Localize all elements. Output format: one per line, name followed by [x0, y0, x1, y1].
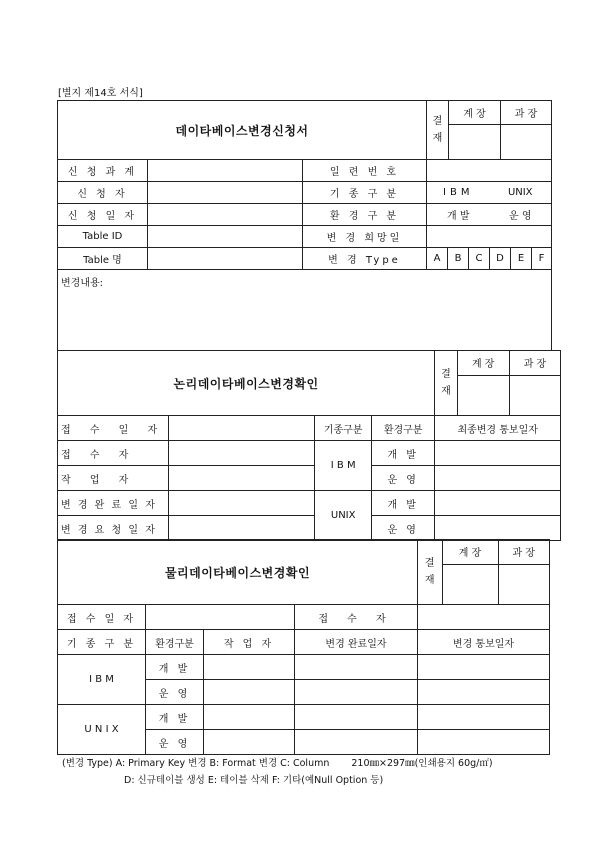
logical-unix-ops-label: 운 영 — [372, 516, 435, 541]
phys-unix-dev-worker[interactable] — [204, 705, 295, 730]
req-date-label: 변 경 요 청 일 자 — [58, 516, 169, 541]
worker-label: 작 업 자 — [58, 466, 169, 491]
table-name-field[interactable] — [148, 248, 303, 270]
request-dept-label: 신 청 과 계 — [58, 160, 148, 182]
logical-unix-dev-label: 개 발 — [372, 491, 435, 516]
logical-ibm-label: I B M — [315, 441, 372, 491]
phys-receipt-date-label: 접 수 일 자 — [58, 605, 146, 630]
physical-approval-manager-label: 과 장 — [498, 540, 549, 564]
table-id-label: Table ID — [58, 226, 148, 248]
phys-receipt-date-field[interactable] — [146, 605, 295, 630]
request-form-title: 데이타베이스변경신청서 — [58, 101, 427, 160]
phys-unix-ops-worker[interactable] — [204, 730, 295, 755]
change-type-b[interactable]: B — [448, 248, 469, 270]
table-name-label: Table 명 — [58, 248, 148, 270]
logical-unix-dev-date[interactable] — [435, 491, 561, 516]
phys-unix-label: U N I X — [58, 705, 146, 755]
change-type-notes — [62, 755, 493, 789]
phys-unix-dev-done[interactable] — [295, 705, 418, 730]
physical-confirm-table — [57, 539, 550, 755]
desired-date-field[interactable] — [427, 226, 552, 248]
receiver-label: 접 수 자 — [58, 441, 169, 466]
logical-ibm-ops-label: 운 영 — [372, 466, 435, 491]
request-info-table — [57, 159, 552, 351]
req-date-field[interactable] — [169, 516, 315, 541]
env-ops-option[interactable]: 운 영 — [490, 204, 552, 226]
physical-approval-manager-sign[interactable] — [498, 564, 549, 604]
change-type-d[interactable]: D — [490, 248, 511, 270]
phys-ibm-ops-notice[interactable] — [418, 680, 550, 705]
phys-receiver-field[interactable] — [418, 605, 550, 630]
notes-line-1: (변경 Type) A: Primary Key 변경 B: Format 변경 C: Column — [62, 758, 330, 769]
machine-ibm-option[interactable]: IBM — [427, 182, 490, 204]
logical-approval-manager-label: 과 장 — [509, 351, 560, 375]
change-content-label: 변경내용: — [61, 278, 104, 289]
approval-chief-sign[interactable] — [449, 125, 501, 160]
serial-no-label: 일 련 번 호 — [303, 160, 427, 182]
physical-approval-label: 결 재 — [418, 540, 442, 604]
phys-unix-ops-notice[interactable] — [418, 730, 550, 755]
logical-confirm-title: 논리데이타베이스변경확인 — [58, 351, 435, 416]
logical-env-type-header: 환경구분 — [372, 416, 435, 441]
applicant-label: 신 청 자 — [58, 182, 148, 204]
receiver-field[interactable] — [169, 441, 315, 466]
physical-confirm-title: 물리데이타베이스변경확인 — [58, 540, 418, 605]
change-type-c[interactable]: C — [469, 248, 490, 270]
form-code: [별지 제14호 서식] — [58, 88, 143, 99]
phys-unix-dev-notice[interactable] — [418, 705, 550, 730]
phys-ibm-dev-done[interactable] — [295, 655, 418, 680]
phys-ibm-ops-worker[interactable] — [204, 680, 295, 705]
logical-ibm-ops-date[interactable] — [435, 466, 561, 491]
phys-done-date-header: 변경 완료일자 — [295, 630, 418, 655]
physical-approval-chief-label: 계 장 — [442, 540, 498, 564]
approval-manager-label: 과 장 — [501, 101, 552, 125]
phys-ibm-label: I B M — [58, 655, 146, 705]
change-type-f[interactable]: F — [532, 248, 552, 270]
physical-approval-chief-sign[interactable] — [442, 564, 498, 604]
logical-approval-label: 결 재 — [435, 351, 457, 415]
logical-ibm-dev-date[interactable] — [435, 441, 561, 466]
phys-env-type-header: 환경구분 — [146, 630, 204, 655]
env-type-label: 환 경 구 분 — [303, 204, 427, 226]
phys-ibm-dev-worker[interactable] — [204, 655, 295, 680]
phys-ibm-ops-done[interactable] — [295, 680, 418, 705]
phys-ibm-ops-label: 운 영 — [146, 680, 204, 705]
machine-unix-option[interactable]: UNIX — [490, 182, 552, 204]
phys-ibm-dev-notice[interactable] — [418, 655, 550, 680]
change-request-table — [57, 100, 552, 160]
request-date-field[interactable] — [148, 204, 303, 226]
phys-ibm-dev-label: 개 발 — [146, 655, 204, 680]
phys-machine-type-header: 기 종 구 분 — [58, 630, 146, 655]
phys-unix-ops-label: 운 영 — [146, 730, 204, 755]
change-content-box[interactable] — [58, 270, 552, 351]
logical-unix-ops-date[interactable] — [435, 516, 561, 541]
approval-label: 결 재 — [427, 101, 449, 160]
request-dept-field[interactable] — [148, 160, 303, 182]
logical-unix-label: UNIX — [315, 491, 372, 541]
phys-notice-date-header: 변경 통보일자 — [418, 630, 550, 655]
logical-ibm-dev-label: 개 발 — [372, 441, 435, 466]
change-type-a[interactable]: A — [427, 248, 448, 270]
desired-date-label: 변 경 희망일 — [303, 226, 427, 248]
notes-line-2: D: 신규테이블 생성 E: 테이블 삭제 F: 기타(예Null Option 등) — [124, 775, 384, 786]
logical-machine-type-header: 기종구분 — [315, 416, 372, 441]
request-date-label: 신 청 일 자 — [58, 204, 148, 226]
logical-approval-box — [435, 351, 561, 416]
paper-size-note: 210㎜×297㎜(인쇄용지 60g/㎡) — [351, 758, 493, 769]
phys-unix-ops-done[interactable] — [295, 730, 418, 755]
env-dev-option[interactable]: 개 발 — [427, 204, 490, 226]
worker-field[interactable] — [169, 466, 315, 491]
phys-receiver-label: 접 수 자 — [295, 605, 418, 630]
phys-unix-dev-label: 개 발 — [146, 705, 204, 730]
logical-approval-chief-sign[interactable] — [457, 375, 509, 415]
logical-approval-manager-sign[interactable] — [509, 375, 560, 415]
receipt-date-label: 접 수 일 자 — [58, 416, 169, 441]
change-type-e[interactable]: E — [511, 248, 532, 270]
physical-approval-box — [418, 540, 550, 605]
applicant-field[interactable] — [148, 182, 303, 204]
change-type-label: 변 경 Type — [303, 248, 427, 270]
approval-chief-label: 계 장 — [449, 101, 501, 125]
phys-worker-header: 작 업 자 — [204, 630, 295, 655]
approval-manager-sign[interactable] — [501, 125, 552, 160]
machine-type-label: 기 종 구 분 — [303, 182, 427, 204]
serial-no-field[interactable] — [427, 160, 552, 182]
done-date-field[interactable] — [169, 491, 315, 516]
final-notice-header: 최종변경 통보일자 — [435, 416, 561, 441]
done-date-label: 변 경 완 료 일 자 — [58, 491, 169, 516]
receipt-date-field[interactable] — [169, 416, 315, 441]
logical-approval-chief-label: 계 장 — [457, 351, 509, 375]
table-id-field[interactable] — [148, 226, 303, 248]
logical-confirm-table — [57, 350, 561, 541]
